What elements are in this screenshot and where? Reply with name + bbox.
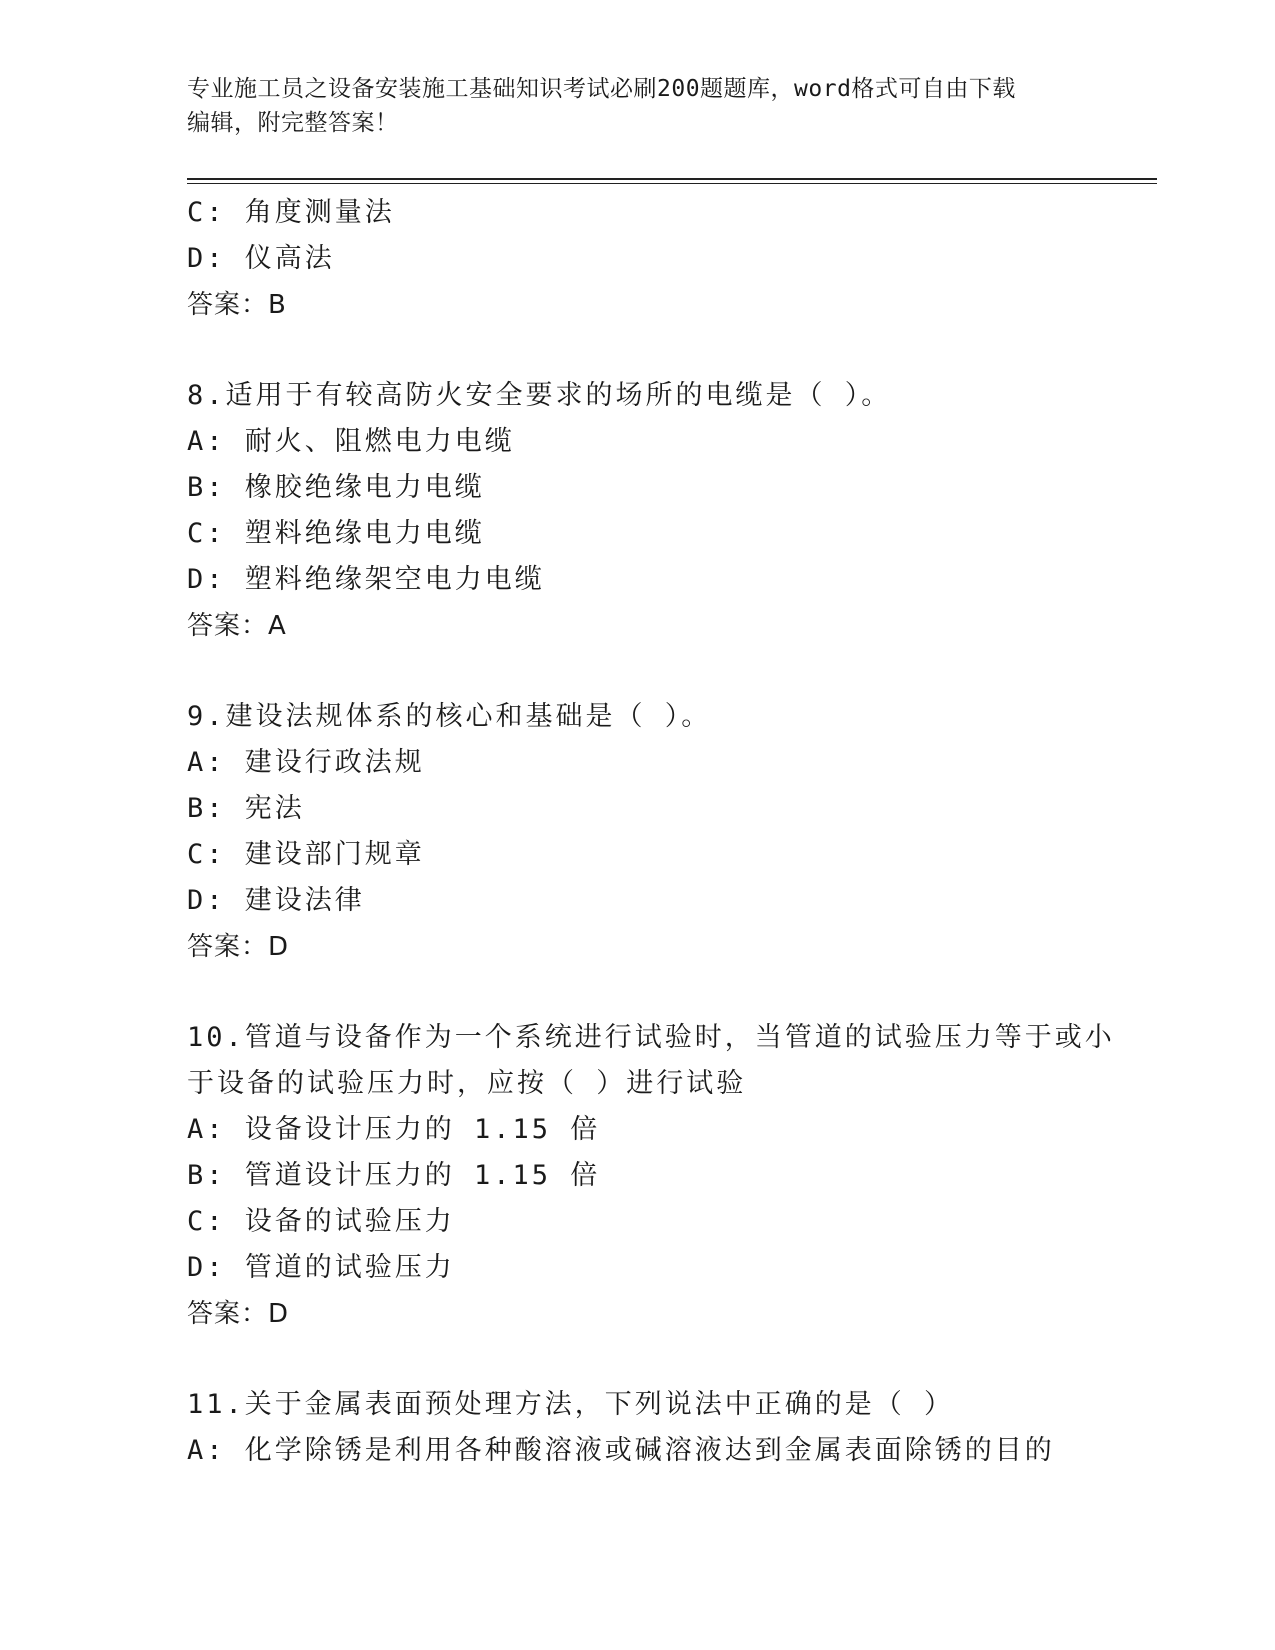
spacer [187,328,1087,373]
option-a: A: 化学除锈是利用各种酸溶液或碱溶液达到金属表面除锈的目的 [187,1435,1055,1466]
spacer [187,970,1087,1015]
option-c: C: 建设部门规章 [187,839,425,870]
question-stem: 9.建设法规体系的核心和基础是（ ）。 [187,701,712,732]
document-header [187,72,1087,140]
option-a: A: 设备设计压力的 1.15 倍 [187,1114,601,1145]
option-d: D: 管道的试验压力 [187,1252,455,1283]
option-d: D: 塑料绝缘架空电力电缆 [187,564,545,595]
answer-line: 答案：D [187,932,290,962]
option-d: D: 建设法律 [187,885,365,916]
answer-line: 答案：D [187,1299,290,1329]
option-a: A: 耐火、阻燃电力电缆 [187,426,515,457]
option-d: D: 仪高法 [187,243,335,274]
option-b: B: 宪法 [187,793,305,824]
question-9 [187,694,1087,970]
option-b: B: 管道设计压力的 1.15 倍 [187,1160,601,1191]
header-divider-thin [187,183,1157,184]
question-content [187,190,1115,1474]
option-b: B: 橡胶绝缘电力电缆 [187,472,485,503]
header-title-line-2: 编辑，附完整答案！ [187,110,399,136]
spacer [187,649,1087,694]
header-divider-thick [187,178,1157,180]
question-stem-line-2: 于设备的试验压力时，应按（ ）进行试验 [187,1068,747,1099]
question-stem: 8.适用于有较高防火安全要求的场所的电缆是（ ）。 [187,380,892,411]
question-7-tail [187,190,1087,328]
option-a: A: 建设行政法规 [187,747,425,778]
header-title-line-1: 专业施工员之设备安装施工基础知识考试必刷200题题库，word格式可自由下载 [187,76,1016,102]
question-8 [187,373,1087,649]
question-stem-line-1: 10.管道与设备作为一个系统进行试验时，当管道的试验压力等于或小 [187,1022,1115,1053]
question-10 [187,1015,1115,1337]
question-11 [187,1382,1087,1474]
spacer [187,1337,1087,1382]
option-c: C: 塑料绝缘电力电缆 [187,518,485,549]
question-stem: 11.关于金属表面预处理方法，下列说法中正确的是（ ） [187,1389,955,1420]
answer-line: 答案：B [187,290,287,320]
option-c: C: 角度测量法 [187,197,395,228]
option-c: C: 设备的试验压力 [187,1206,455,1237]
answer-line: 答案：A [187,611,287,641]
